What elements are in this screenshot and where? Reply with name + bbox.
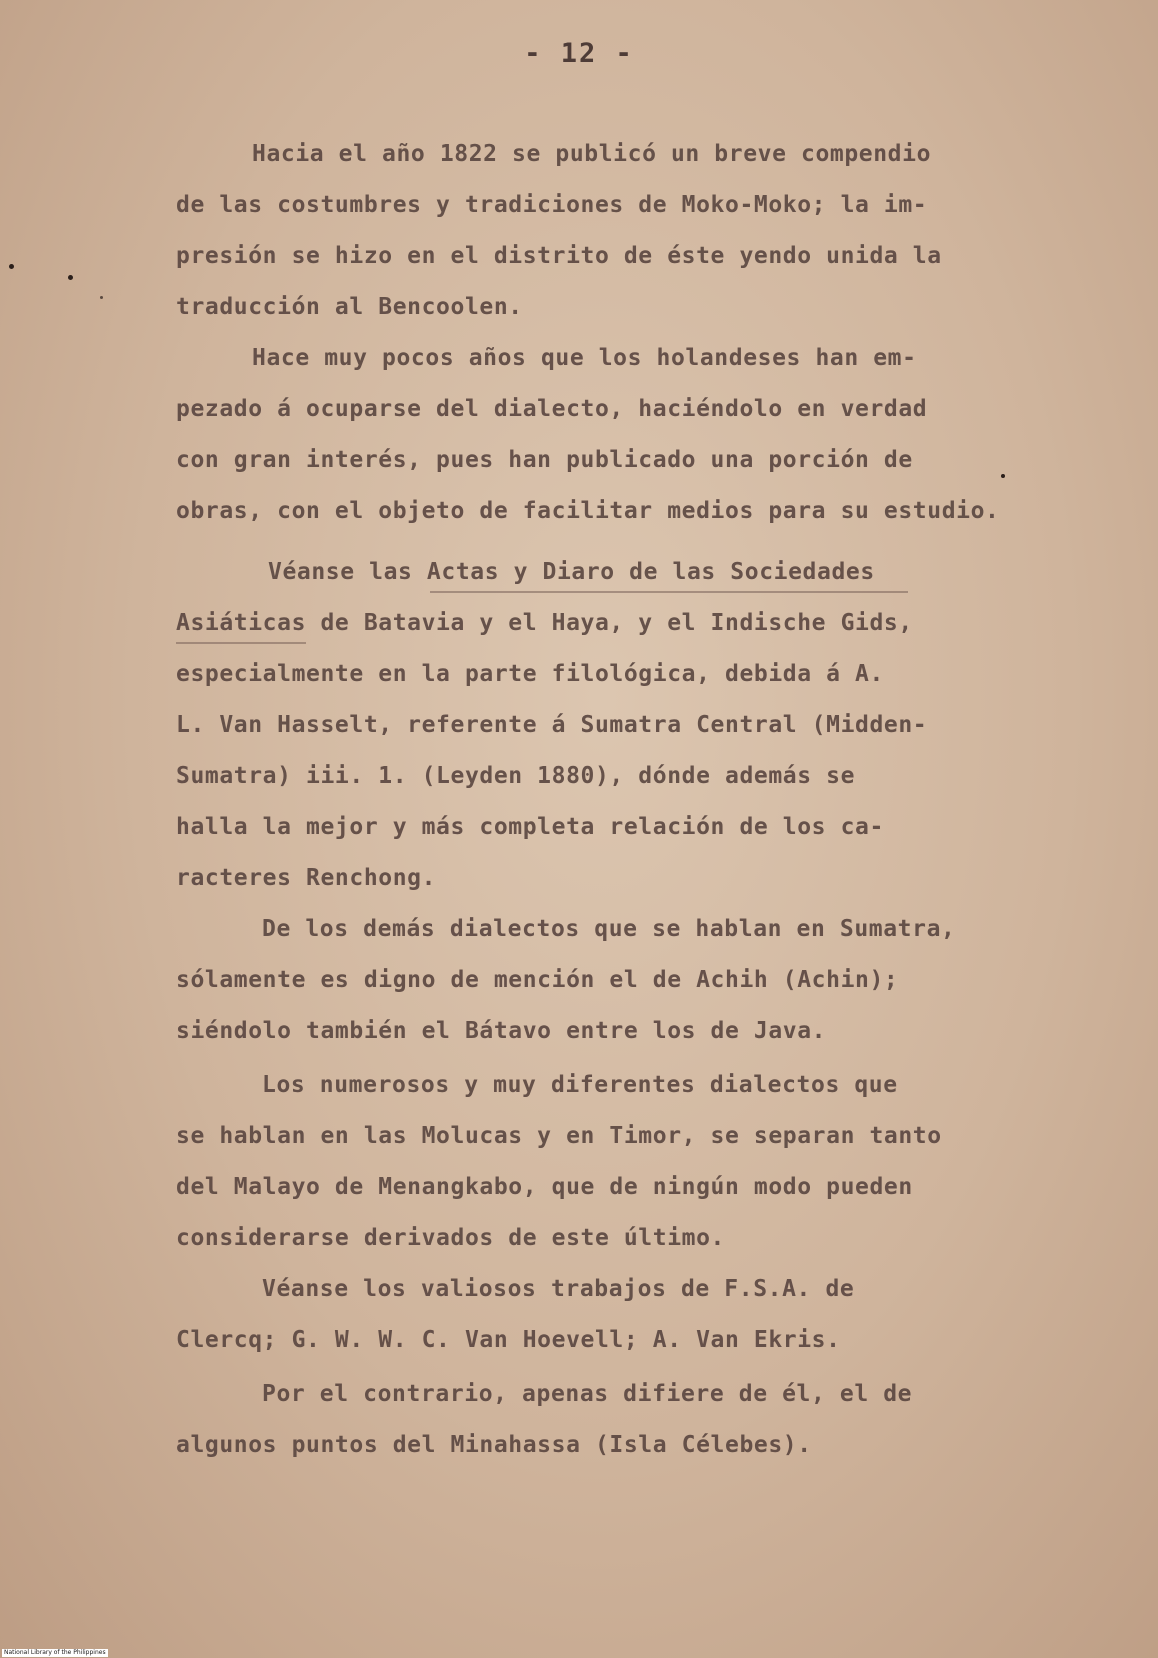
text-line-with-citation: Véanse las Actas y Diaro de las Sociedades — [268, 559, 875, 585]
text-line: Hace muy pocos años que los holandeses han em- — [252, 345, 917, 371]
library-credit: National Library of the Philippines — [4, 1649, 106, 1656]
text-line-with-citation: Asiáticas de Batavia y el Haya, y el Indische Gids, — [176, 610, 913, 636]
text-line: considerarse derivados de este último. — [176, 1225, 725, 1251]
text-line: del Malayo de Menangkabo, que de ningún modo pueden — [176, 1174, 913, 1200]
text-line: racteres Renchong. — [176, 865, 437, 891]
text-line: sólamente es digno de mención el de Achih (Achin); — [176, 967, 899, 993]
margin-speck — [1001, 474, 1005, 478]
text-line: Los numerosos y muy diferentes dialectos que — [262, 1072, 898, 1098]
margin-speck — [68, 275, 73, 280]
citation-underline — [176, 642, 306, 644]
margin-speck — [100, 296, 103, 299]
text-line: se hablan en las Molucas y en Timor, se separan tanto — [176, 1123, 942, 1149]
text-line: Por el contrario, apenas difiere de él, el de — [262, 1381, 913, 1407]
text-line: Hacia el año 1822 se publicó un breve compendio — [252, 141, 932, 167]
text-line: Véanse los valiosos trabajos de F.S.A. de — [262, 1276, 855, 1302]
text-line: Sumatra) iii. 1. (Leyden 1880), dónde además se — [176, 763, 856, 789]
text-line: Clercq; G. W. W. C. Van Hoevell; A. Van Ekris. — [176, 1327, 841, 1353]
text-line: traducción al Bencoolen. — [176, 294, 523, 320]
page-number: - 12 - — [524, 38, 634, 69]
text-line: algunos puntos del Minahassa (Isla Célebes). — [176, 1432, 812, 1458]
text-line: obras, con el objeto de facilitar medios para su estudio. — [176, 498, 1000, 524]
text-line: de las costumbres y tradiciones de Moko-Moko; la im- — [176, 192, 928, 218]
text-line: con gran interés, pues han publicado una porción de — [176, 447, 913, 473]
text-line: siéndolo también el Bátavo entre los de Java. — [176, 1018, 827, 1044]
text-line: presión se hizo en el distrito de éste yendo unida la — [176, 243, 942, 269]
citation-underline — [430, 591, 908, 593]
text-line: halla la mejor y más completa relación de los ca- — [176, 814, 884, 840]
text-line: L. Van Hasselt, referente á Sumatra Central (Midden- — [176, 712, 928, 738]
text-line: pezado á ocuparse del dialecto, haciéndolo en verdad — [176, 396, 928, 422]
text-line: especialmente en la parte filológica, debida á A. — [176, 661, 884, 687]
margin-speck — [9, 264, 14, 269]
text-line: De los demás dialectos que se hablan en Sumatra, — [262, 916, 956, 942]
